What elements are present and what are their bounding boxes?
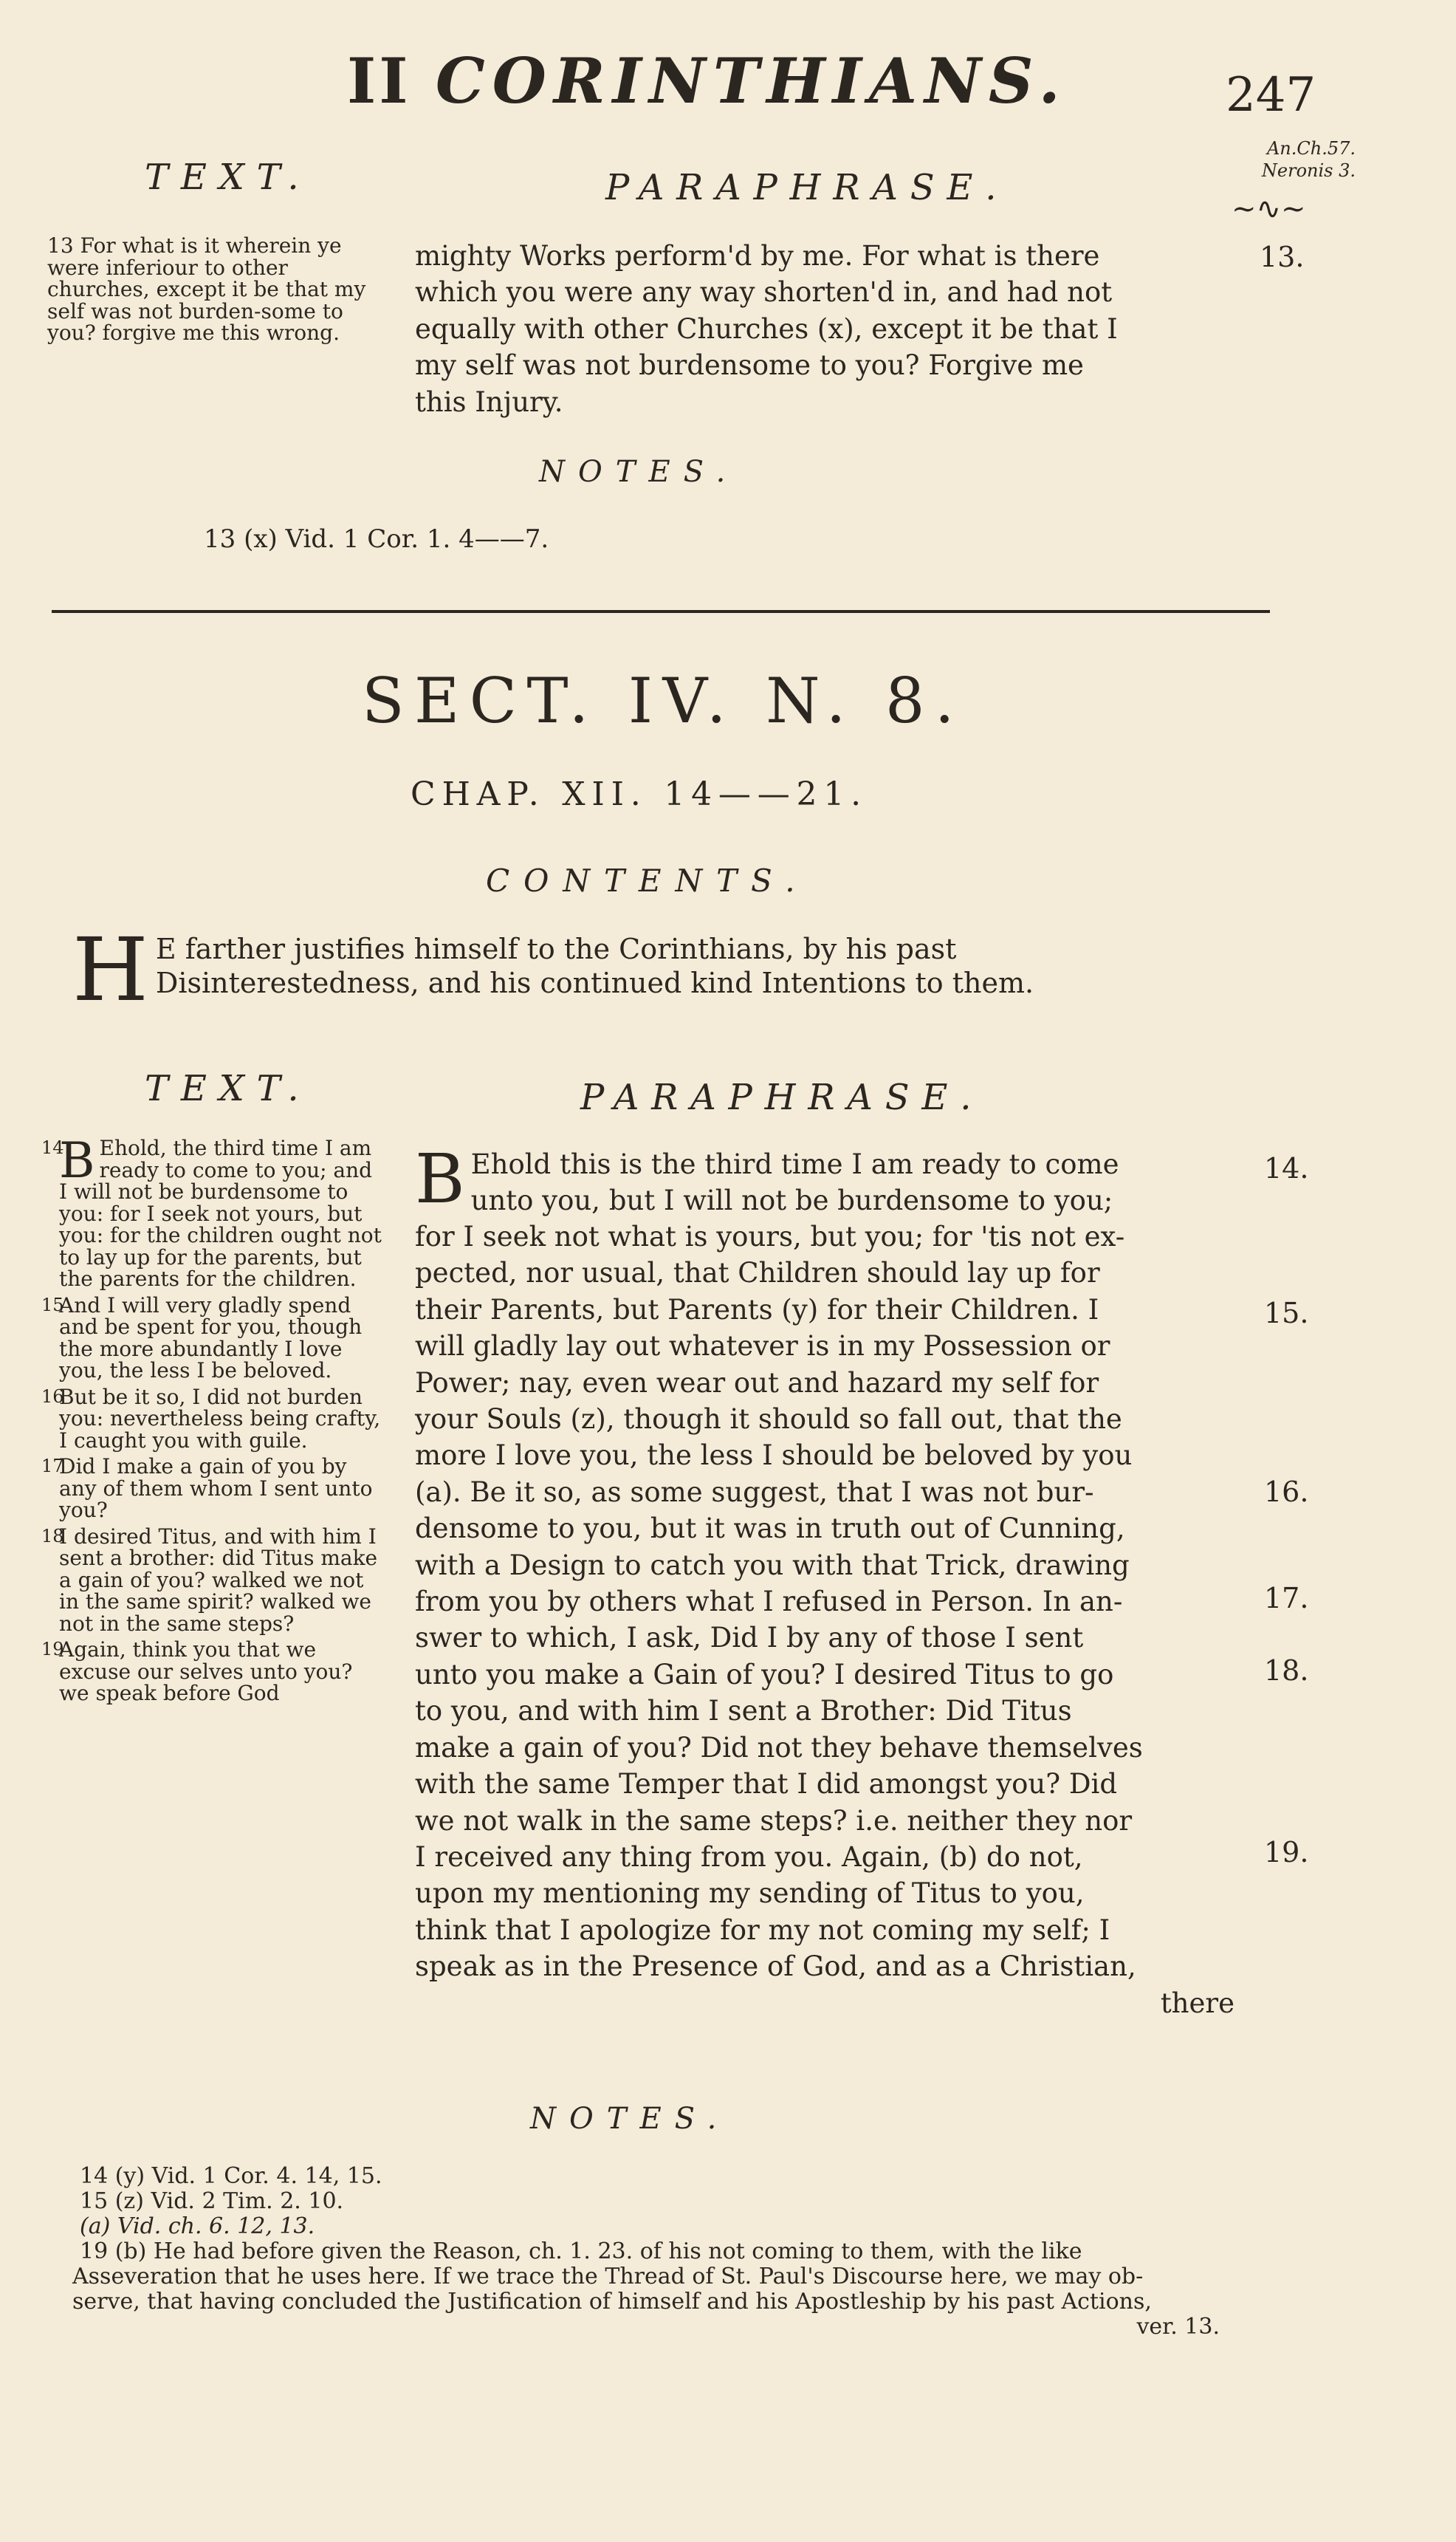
note-line: 13 (x) Vid. 1 Cor. 1. 4——7. — [204, 524, 549, 554]
paraphrase-line: my self was not burdensome to you? Forgive me — [415, 349, 1084, 382]
verse-text: For what is it wherein ye were inferiour to other churches, except it be that my self was not burden-some to you? forgive me this wrong. — [47, 233, 366, 345]
book-title: CORINTHIANS. — [435, 44, 1068, 117]
section-divider — [52, 610, 1270, 613]
paraphrase-line: more I love you, the less I should be beloved by you — [415, 1439, 1133, 1472]
text-verse-13 — [47, 235, 391, 344]
note-line: 19 (b) He had before given the Reason, ch. 1. 23. of his not coming to them, with the like — [80, 2238, 1082, 2264]
side-verse-number: 18. — [1264, 1654, 1309, 1687]
margin-annotation — [1230, 137, 1356, 182]
catchword: there — [1160, 1987, 1234, 2019]
paraphrase-line: which you were any way shorten'd in, and had not — [415, 276, 1113, 309]
note-line: 15 (z) Vid. 2 Tim. 2. 10. — [80, 2188, 344, 2214]
paraphrase-line: think that I apologize for my not coming my self; I — [415, 1914, 1110, 1946]
paraphrase-line: densome to you, but it was in truth out of Cunning, — [415, 1512, 1125, 1545]
note-line: Asseveration that he uses here. If we trace the Thread of St. Paul's Discourse here, we may ob- — [72, 2264, 1144, 2289]
verse-number: 18 — [41, 1525, 64, 1546]
notes-heading: NOTES. — [539, 455, 739, 489]
ornament-icon: ~∿~ — [1232, 192, 1306, 226]
paraphrase-line: we not walk in the same steps? i.e. neither they nor — [415, 1804, 1133, 1837]
paraphrase-line: unto you make a Gain of you? I desired Titus to go — [415, 1658, 1114, 1690]
paraphrase-line: equally with other Churches (x), except it be that I — [415, 312, 1118, 345]
paraphrase-line: Power; nay, even wear out and hazard my self for — [415, 1366, 1099, 1399]
verse-number: 16 — [41, 1385, 64, 1407]
contents-text: E farther justifies himself to the Corinthians, by his past Disinterestedness, and his continued kind Intentions to them. — [155, 933, 1034, 999]
verse-text: Again, think you that we excuse our selves unto you? we speak before God — [59, 1637, 353, 1705]
text-verse-18 — [41, 1526, 387, 1635]
text-heading: TEXT. — [145, 157, 312, 198]
paraphrase-line: with the same Temper that I did amongst you? Did — [415, 1768, 1117, 1801]
drop-initial: B — [59, 1132, 95, 1189]
notes-block — [72, 2164, 1224, 2340]
verse-text: Did I make a gain of you by any of them whom I sent unto you? — [59, 1454, 373, 1522]
text-verse-19 — [41, 1639, 387, 1705]
running-head — [347, 44, 1068, 117]
side-verse-number: 14. — [1264, 1152, 1309, 1185]
verse-number: 19 — [41, 1639, 64, 1659]
side-verse-number: 17. — [1264, 1582, 1309, 1614]
annotation-reign: Neronis 3. — [1261, 160, 1356, 181]
note-line: 14 (y) Vid. 1 Cor. 4. 14, 15. — [80, 2163, 382, 2189]
text-verse-15 — [41, 1292, 387, 1383]
paraphrase-heading: PARAPHRASE. — [580, 1077, 984, 1118]
note-line: ver. 13. — [1136, 2314, 1220, 2340]
paraphrase-block-1 — [415, 238, 1234, 420]
chapter-title: CHAP. XII. 14——21. — [411, 775, 868, 813]
paraphrase-line: (a). Be it so, as some suggest, that I was not bur- — [415, 1476, 1094, 1508]
paraphrase-block-2 — [415, 1140, 1234, 2021]
verse-number: 17 — [41, 1456, 64, 1476]
text-verse-17 — [41, 1456, 387, 1521]
text-verse-16 — [41, 1386, 387, 1452]
paraphrase-line: mighty Works perform'd by me. For what is there — [415, 240, 1100, 272]
paraphrase-line: this Injury. — [415, 386, 563, 418]
drop-initial: H — [72, 919, 148, 1021]
paraphrase-line: swer to which, I ask, Did I by any of those I sent — [415, 1622, 1084, 1654]
page-number: 247 — [1226, 68, 1316, 123]
notes-heading: NOTES. — [530, 2102, 730, 2136]
verse-number: 14 — [41, 1137, 64, 1158]
verse-number: 15 — [41, 1294, 64, 1315]
contents-body — [72, 919, 1224, 1021]
note-line: serve, that having concluded the Justification of himself and his Apostleship by his past Actions, — [72, 2289, 1152, 2315]
paraphrase-line: I received any thing from you. Again, (b) do not, — [415, 1840, 1083, 1873]
paraphrase-line: your Souls (z), though it should so fall out, that the — [415, 1403, 1122, 1436]
text-verse-14 — [41, 1132, 387, 1291]
side-verse-number: 19. — [1264, 1836, 1309, 1868]
paraphrase-line: from you by others what I refused in Person. In an- — [415, 1586, 1123, 1618]
contents-heading: CONTENTS. — [486, 863, 809, 899]
paraphrase-line: will gladly lay out whatever is in my Possession or — [415, 1330, 1110, 1363]
verse-text: And I will very gladly spend and be spent for you, though the more abundantly I love you, the less I be beloved. — [59, 1292, 363, 1383]
annotation-year: An.Ch.57. — [1266, 138, 1356, 159]
verse-number: 13 — [47, 233, 74, 258]
book-title-prefix: II — [347, 44, 436, 117]
verse-text: Ehold, the third time I am ready to come to you; and I will not be burdensome to you: for I seek not yours, but you: for the children ought not to lay up for the parents, but the parents for the children. — [59, 1136, 382, 1291]
paraphrase-opening — [415, 1140, 1234, 1219]
paraphrase-line: upon my mentioning my sending of Titus to you, — [415, 1877, 1085, 1910]
paraphrase-line: with a Design to catch you with that Trick, drawing — [415, 1549, 1130, 1581]
side-verse-number: 16. — [1264, 1476, 1309, 1508]
side-verse-number: 13. — [1260, 241, 1305, 273]
paraphrase-line: Ehold this is the third time I am ready to come — [470, 1148, 1119, 1180]
side-verse-number: 15. — [1264, 1297, 1309, 1329]
paraphrase-line: make a gain of you? Did not they behave themselves — [415, 1731, 1143, 1764]
drop-initial: B — [415, 1140, 465, 1219]
text-column — [41, 1132, 387, 1705]
paraphrase-line: speak as in the Presence of God, and as a Christian, — [415, 1950, 1136, 1983]
section-title: SECT. IV. N. 8. — [362, 665, 965, 737]
paraphrase-line: for I seek not what is yours, but you; for 'tis not ex- — [415, 1221, 1125, 1253]
text-heading: TEXT. — [145, 1068, 312, 1109]
verse-text: But be it so, I did not burden you: nevertheless being crafty, I caught you with guile. — [59, 1384, 381, 1453]
paraphrase-line: their Parents, but Parents (y) for their Children. I — [415, 1293, 1099, 1326]
paraphrase-line: pected, nor usual, that Children should lay up for — [415, 1257, 1100, 1289]
paraphrase-line: unto you, but I will not be burdensome to you; — [470, 1185, 1113, 1217]
verse-text: I desired Titus, and with him I sent a brother: did Titus make a gain of you? walked we not in the same spirit? walked we not in the same steps? — [59, 1524, 378, 1636]
note-line: (a) Vid. ch. 6. 12, 13. — [80, 2213, 315, 2239]
paraphrase-line: to you, and with him I sent a Brother: Did Titus — [415, 1695, 1072, 1727]
paraphrase-heading: PARAPHRASE. — [605, 167, 1009, 208]
